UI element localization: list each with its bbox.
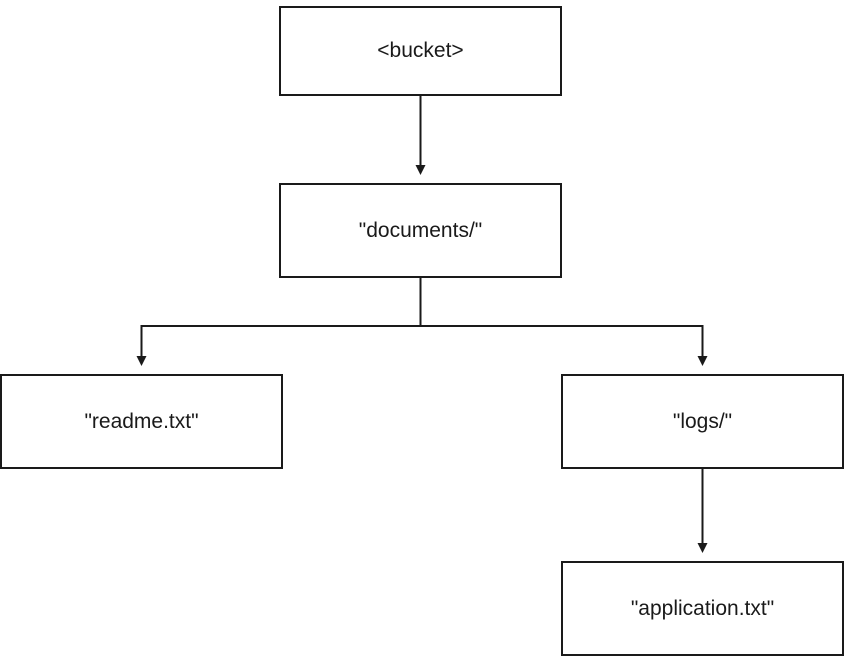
node-logs-label: "logs/" [672, 409, 733, 433]
node-bucket[interactable] [279, 6, 562, 96]
node-logs[interactable] [561, 374, 844, 469]
edge-documents-to-readme [142, 278, 421, 363]
node-application-txt[interactable] [561, 561, 844, 656]
node-bucket-label: <bucket> [377, 39, 464, 63]
node-documents[interactable] [279, 183, 562, 278]
edge-documents-to-logs [421, 278, 703, 363]
node-readme-txt[interactable] [0, 374, 283, 469]
node-application-txt-label: "application.txt" [630, 596, 775, 620]
node-documents-label: "documents/" [358, 218, 483, 242]
node-readme-txt-label: "readme.txt" [84, 409, 199, 433]
